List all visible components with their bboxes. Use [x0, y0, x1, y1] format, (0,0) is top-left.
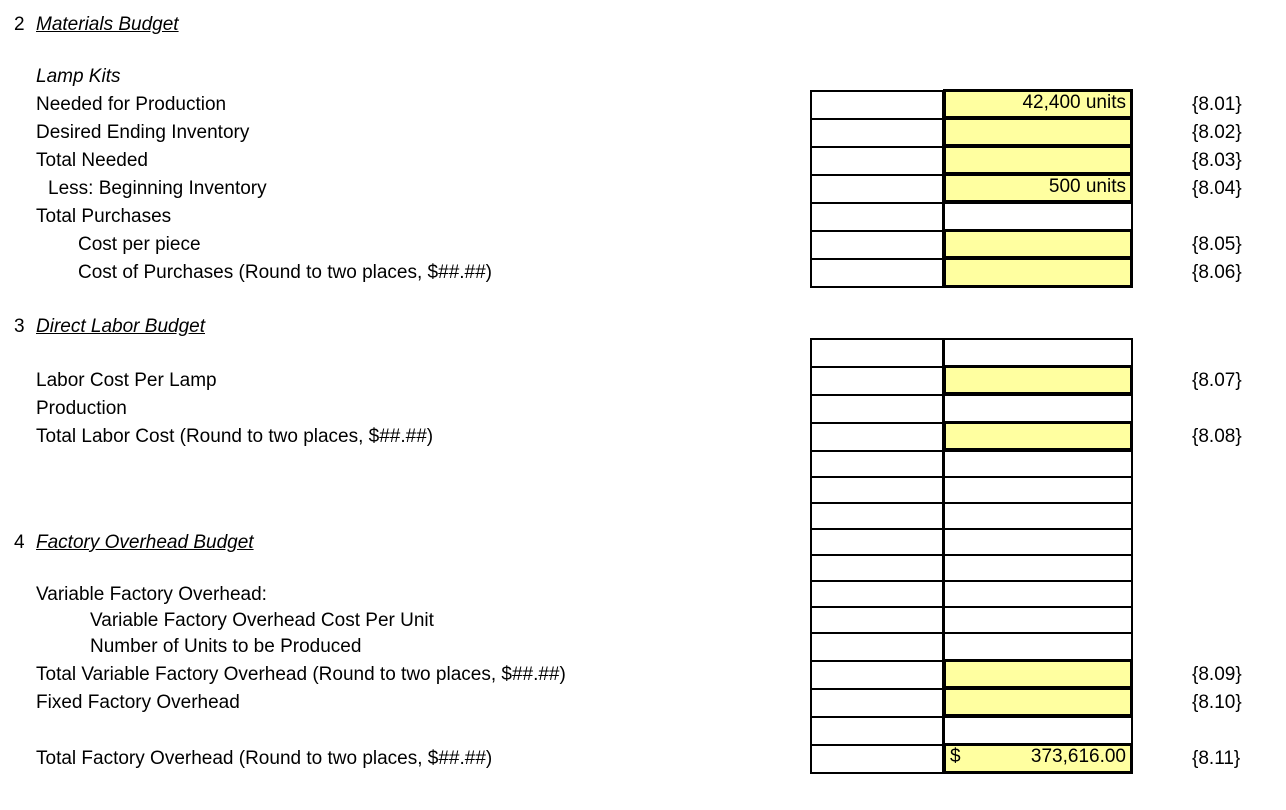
- grid-cell-right: [943, 338, 1133, 368]
- input-total-variable-factory-overhead[interactable]: [943, 659, 1133, 689]
- row-label-total-variable-factory-overhead: Total Variable Factory Overhead (Round to two places, $##.##): [36, 664, 566, 685]
- input-needed-for-production[interactable]: 42,400 units: [943, 89, 1133, 119]
- grid-cell-right: [943, 502, 1133, 530]
- row-label-production: Production: [36, 398, 127, 419]
- input-total-needed[interactable]: [943, 145, 1133, 175]
- reference-code: {8.02}: [1192, 122, 1242, 143]
- row-label-desired-ending-inventory: Desired Ending Inventory: [36, 122, 250, 143]
- grid-cell-right: [943, 450, 1133, 478]
- section-number-overhead: 4: [14, 532, 25, 553]
- grid-cell-left: [810, 366, 944, 396]
- input-total-labor-cost[interactable]: [943, 421, 1133, 451]
- row-label-cost-of-purchases: Cost of Purchases (Round to two places, $##.##): [78, 262, 493, 283]
- row-label-cost-per-piece: Cost per piece: [78, 234, 201, 255]
- input-fixed-factory-overhead[interactable]: [943, 687, 1133, 717]
- row-label-fixed-factory-overhead: Fixed Factory Overhead: [36, 692, 240, 713]
- grid-cell-left: [810, 258, 944, 288]
- row-label-variable-factory-overhead: Variable Factory Overhead:: [36, 584, 267, 605]
- reference-code: {8.10}: [1192, 692, 1242, 713]
- row-label-total-purchases: Total Purchases: [36, 206, 172, 227]
- grid-cell-left: [810, 338, 944, 368]
- input-cost-of-purchases[interactable]: [943, 257, 1133, 288]
- grid-cell-left: [810, 606, 944, 634]
- grid-cell-left: [810, 554, 944, 582]
- section-number-materials: 2: [14, 14, 25, 35]
- input-less-beginning-inventory[interactable]: 500 units: [943, 173, 1133, 203]
- grid-cell-left: [810, 146, 944, 176]
- grid-cell-left: [810, 502, 944, 530]
- grid-cell-right: [943, 528, 1133, 556]
- grid-cell-right: [943, 580, 1133, 608]
- section-title-overhead: Factory Overhead Budget: [36, 532, 254, 553]
- row-label-total-factory-overhead: Total Factory Overhead (Round to two places, $##.##): [36, 748, 493, 769]
- input-labor-cost-per-lamp[interactable]: [943, 365, 1133, 395]
- section-number-labor: 3: [14, 316, 25, 337]
- grid-cell-right: [943, 476, 1133, 504]
- reference-code: {8.09}: [1192, 664, 1242, 685]
- row-label-number-of-units-produced: Number of Units to be Produced: [90, 636, 362, 657]
- grid-cell-left: [810, 90, 944, 120]
- input-total-factory-overhead[interactable]: [943, 743, 1133, 774]
- grid-cell-right: [943, 716, 1133, 746]
- reference-code: {8.11}: [1192, 748, 1241, 769]
- grid-cell-left: [810, 660, 944, 690]
- grid-cell-left: [810, 450, 944, 478]
- section-title-labor: Direct Labor Budget: [36, 316, 205, 337]
- cell-production: [943, 394, 1133, 424]
- reference-code: {8.03}: [1192, 150, 1242, 171]
- input-cost-per-piece[interactable]: [943, 229, 1133, 259]
- reference-code: {8.01}: [1192, 94, 1242, 115]
- reference-code: {8.07}: [1192, 370, 1242, 391]
- grid-cell-left: [810, 202, 944, 232]
- row-label-variable-overhead-cost-per-unit: Variable Factory Overhead Cost Per Unit: [90, 610, 434, 631]
- grid-cell-left: [810, 688, 944, 718]
- total-factory-overhead-value: 373,616.00: [1030, 746, 1126, 767]
- grid-cell-left: [810, 476, 944, 504]
- grid-cell-left: [810, 716, 944, 746]
- reference-code: {8.05}: [1192, 234, 1242, 255]
- row-label-labor-cost-per-lamp: Labor Cost Per Lamp: [36, 370, 217, 391]
- section-subtitle-lamp-kits: Lamp Kits: [36, 66, 121, 87]
- grid-cell-left: [810, 118, 944, 148]
- row-label-total-needed: Total Needed: [36, 150, 148, 171]
- grid-cell-left: [810, 230, 944, 260]
- input-desired-ending-inventory[interactable]: [943, 117, 1133, 147]
- grid-cell-left: [810, 174, 944, 204]
- section-title-materials: Materials Budget: [36, 14, 179, 35]
- reference-code: {8.06}: [1192, 262, 1242, 283]
- grid-cell-left: [810, 580, 944, 608]
- row-label-needed-for-production: Needed for Production: [36, 94, 227, 115]
- currency-symbol: $: [950, 746, 961, 767]
- grid-cell-left: [810, 632, 944, 662]
- row-label-less-beginning-inventory: Less: Beginning Inventory: [48, 178, 267, 199]
- cell-total-purchases: [943, 202, 1133, 232]
- grid-cell-left: [810, 422, 944, 452]
- grid-cell-left: [810, 744, 944, 774]
- reference-code: {8.08}: [1192, 426, 1242, 447]
- row-label-total-labor-cost: Total Labor Cost (Round to two places, $##.##): [36, 426, 434, 447]
- reference-code: {8.04}: [1192, 178, 1242, 199]
- cell-variable-overhead-cost-per-unit: [943, 606, 1133, 634]
- cell-number-of-units-produced: [943, 632, 1133, 662]
- grid-cell-left: [810, 394, 944, 424]
- grid-cell-right: [943, 554, 1133, 582]
- grid-cell-left: [810, 528, 944, 556]
